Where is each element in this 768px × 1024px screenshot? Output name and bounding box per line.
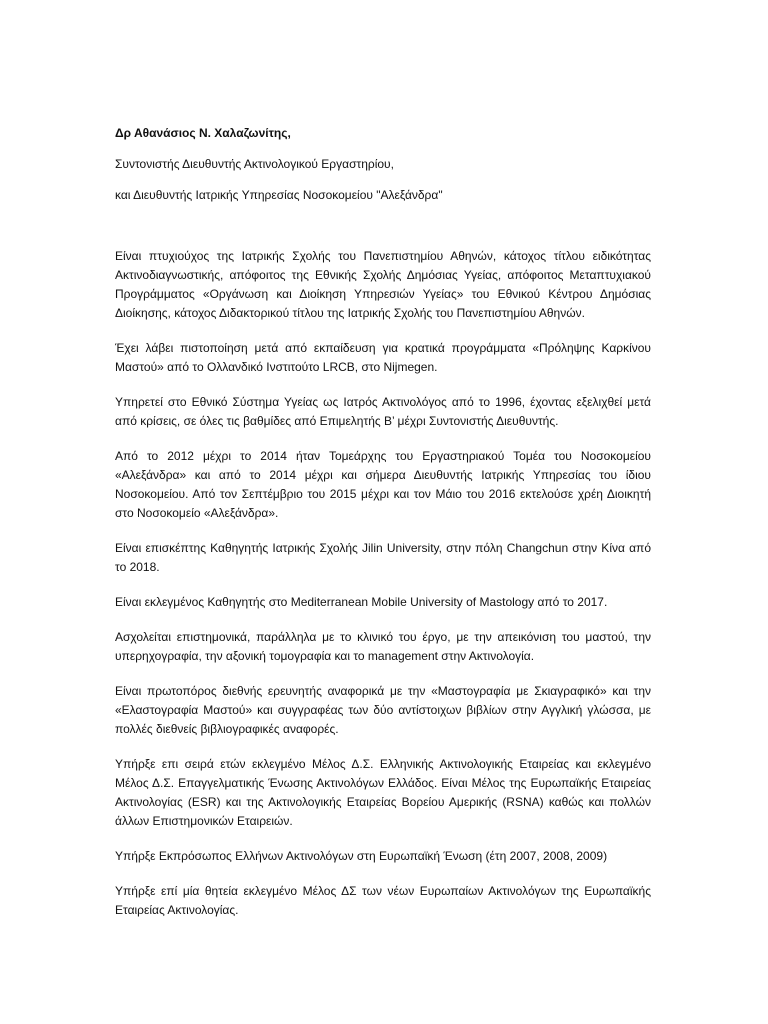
bio-paragraph-eu-representative: Υπήρξε Εκπρόσωπος Ελλήνων Ακτινολόγων στη Ευρωπαϊκή Ένωση (έτη 2007, 2008, 2009)	[115, 849, 608, 863]
bio-paragraph-young-radiologists: Υπήρξε επί μία θητεία εκλεγμένο Μέλος ΔΣ των νέων Ευρωπαίων Ακτινολόγων της Ευρωπαϊκής Εταιρείας Ακτινολογίας.	[115, 884, 651, 917]
bio-paragraph-research-areas: Ασχολείται επιστημονικά, παράλληλα με το κλινικό του έργο, με την απεικόνιση του μαστού, την υπερηχογραφία, την αξονική τομογραφία και το management στην Ακτινολογία.	[115, 630, 651, 663]
bio-paragraph-jilin: Είναι επισκέπτης Καθηγητής Ιατρικής Σχολής Jilin University, στην πόλη Changchun στην Κίνα από το 2018.	[115, 541, 651, 574]
bio-paragraph-mastology: Είναι εκλεγμένος Καθηγητής στο Mediterranean Mobile University of Mastology από το 2017.	[115, 595, 608, 609]
document-page	[115, 124, 651, 936]
bio-paragraph-certification: Έχει λάβει πιστοποίηση μετά από εκπαίδευση για κρατικά προγράμματα «Πρόληψης Καρκίνου Μαστού» από το Ολλανδικό Ινστιτούτο LRCB, στο Nijmegen.	[115, 341, 651, 374]
author-role-medical-director: και Διευθυντής Ιατρικής Υπηρεσίας Νοσοκομείου "Αλεξάνδρα"	[115, 188, 443, 202]
bio-paragraph-administration: Από το 2012 μέχρι το 2014 ήταν Τομεάρχης του Εργαστηριακού Τομέα του Νοσοκομείου «Αλεξάνδρα» και από το 2014 μέχρι και σήμερα Διευθυντής Ιατρικής Υπηρεσίας του ίδιου Νοσοκομείου. Από τον Σεπτέμβριο του 2015 μέχρι και τον Μάιο του 2016 εκτελούσε χρέη Διοικητή στο Νοσοκομείο «Αλεξάνδρα».	[115, 449, 651, 520]
bio-paragraph-nhs-career: Υπηρετεί στο Εθνικό Σύστημα Υγείας ως Ιατρός Ακτινολόγος από το 1996, έχοντας εξελιχθεί μετά από κρίσεις, σε όλες τις βαθμίδες από Επιμελητής Β’ μέχρι Συντονιστής Διευθυντής.	[115, 395, 651, 428]
bio-paragraph-pioneer: Είναι πρωτοπόρος διεθνής ερευνητής αναφορικά με την «Μαστογραφία με Σκιαγραφικό» και την «Ελαστογραφία Μαστού» και συγγραφέας των δύο αντίστοιχων βιβλίων στην Αγγλική γλώσσα, με πολλές διεθνείς βιβλιογραφικές αναφορές.	[115, 684, 651, 736]
author-name: Δρ Αθανάσιος Ν. Χαλαζωνίτης,	[115, 126, 291, 140]
author-role-lab-director: Συντονιστής Διευθυντής Ακτινολογικού Εργαστηρίου,	[115, 157, 394, 171]
bio-paragraph-education: Είναι πτυχιούχος της Ιατρικής Σχολής του Πανεπιστημίου Αθηνών, κάτοχος τίτλου ειδικότητας Ακτινοδιαγνωστικής, απόφοιτος της Εθνικής Σχολής Δημόσιας Υγείας, απόφοιτος Μεταπτυχιακού Προγράμματος «Οργάνωση και Διοίκηση Υπηρεσιών Υγείας» του Εθνικού Κέντρου Δημόσιας Διοίκησης, κάτοχος Διδακτορικού τίτλου της Ιατρικής Σχολής του Πανεπιστημίου Αθηνών.	[115, 249, 651, 320]
bio-paragraph-memberships: Υπήρξε επι σειρά ετών εκλεγμένο Μέλος Δ.Σ. Ελληνικής Ακτινολογικής Εταιρείας και εκλεγμένο Μέλος Δ.Σ. Επαγγελματικής Ένωσης Ακτινολόγων Ελλάδος. Είναι Μέλος της Ευρωπαϊκής Εταιρείας Ακτινολογίας (ESR) και της Ακτινολογικής Εταιρείας Βορείου Αμερικής (RSNA) καθώς και πολλών άλλων Επιστημονικών Εταιρειών.	[115, 757, 651, 828]
